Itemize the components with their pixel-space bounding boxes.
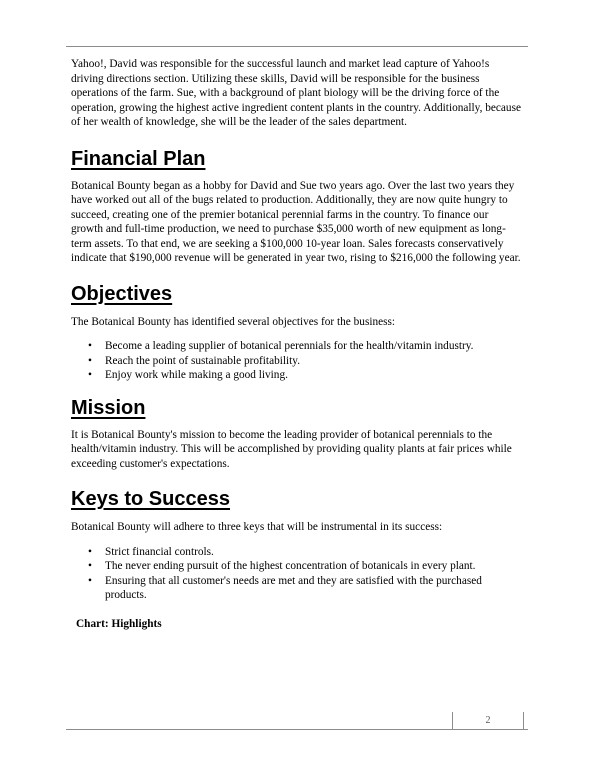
list-item: • Reach the point of sustainable profitability. xyxy=(71,354,523,369)
header-rule xyxy=(66,46,528,47)
intro-paragraph: Yahoo!, David was responsible for the successful launch and market lead capture of Yahoo!s driving directions section. Utilizing these skills, David will be responsible for the business operations of the farm. Sue, with a background of plant biology will be the driving force of the operation, growing the highest active ingredient content plants in the country. Additionally, because of her wealth of knowledge, she will be the leader of the sales department. xyxy=(71,58,521,128)
footer-rule xyxy=(66,729,528,730)
list-item: • The never ending pursuit of the highest concentration of botanicals in every plant. xyxy=(71,559,523,574)
keys-to-success-heading: Keys to Success xyxy=(71,488,230,510)
keys-list xyxy=(71,545,523,603)
page-number: 2 xyxy=(485,715,491,726)
list-item: • Enjoy work while making a good living. xyxy=(71,368,523,383)
financial-plan-heading: Financial Plan xyxy=(71,147,206,170)
list-item: • Strict financial controls. xyxy=(71,545,523,560)
mission-paragraph: It is Botanical Bounty's mission to become the leading provider of botanical perennials to the health/vitamin industry. This will be accomplished by providing quality plants at fair prices while exceeding customer's expectations. xyxy=(71,428,512,470)
objectives-intro: The Botanical Bounty has identified several objectives for the business: xyxy=(71,315,396,328)
financial-plan-paragraph: Botanical Bounty began as a hobby for David and Sue two years ago. Over the last two years they have worked out all of the bugs related to production. Additionally, they are now quite hungry to succeed, creating one of the premier botanical perennial farms in the country. To finance our growth and full-time production, we need to purchase $35,000 worth of new equipment as long-term assets. To that end, we are seeking a $100,000 10-year loan. Sales forecasts conservatively indicate that $190,000 revenue will be generated in year two, rising to $216,000 the following year. xyxy=(71,179,521,264)
page-number-box xyxy=(452,712,524,729)
objectives-list xyxy=(71,339,523,383)
objectives-heading: Objectives xyxy=(71,282,173,305)
list-item: • Become a leading supplier of botanical perennials for the health/vitamin industry. xyxy=(71,339,523,354)
keys-intro: Botanical Bounty will adhere to three keys that will be instrumental in its success: xyxy=(71,521,443,533)
mission-heading: Mission xyxy=(71,396,146,419)
document-body xyxy=(71,57,523,631)
chart-caption: Chart: Highlights xyxy=(76,617,162,630)
list-item: • Ensuring that all customer's needs are met and they are satisfied with the purchased products. xyxy=(71,574,523,603)
